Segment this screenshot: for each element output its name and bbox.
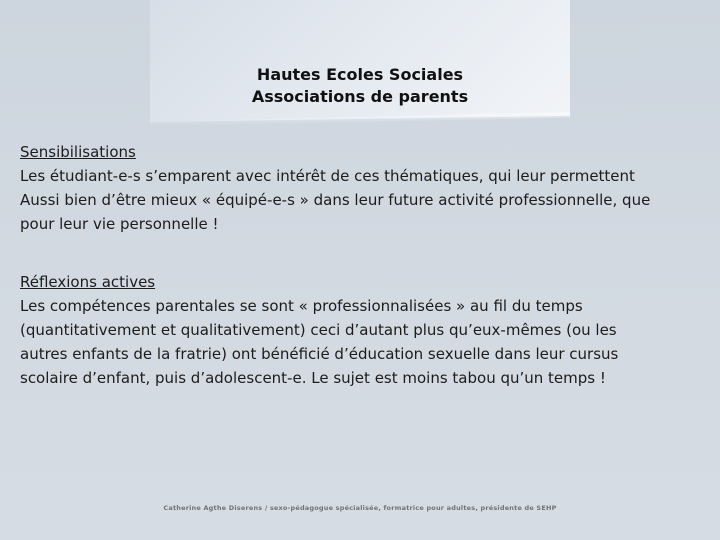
footer-credit: Catherine Agthe Diserens / sexo-pédagogue spécialisée, formatrice pour adultes, présidente de SEHP xyxy=(163,504,557,512)
section-heading: Réflexions actives xyxy=(20,273,156,291)
title-line-1: Hautes Ecoles Sociales xyxy=(256,65,464,84)
section-sensibilisations xyxy=(20,140,710,236)
slide-title xyxy=(150,64,570,108)
section-body: Les étudiant-e-s s’emparent avec intérêt de ces thématiques, qui leur permettent Aussi bien d’être mieux « équipé-e-s » dans leur future activité professionnelle, que pour leur vie personnelle ! xyxy=(20,167,651,233)
section-body: Les compétences parentales se sont « professionnalisées » au fil du temps (quantitativement et qualitativement) ceci d’autant plus qu’eux-mêmes (ou les autres enfants de la fratrie) ont bénéficié d’éducation sexuelle dans leur cursus scolaire d’enfant, puis d’adolescent-e. Le sujet est moins tabou qu’un temps ! xyxy=(20,297,619,387)
section-reflexions-actives xyxy=(20,270,710,390)
section-heading: Sensibilisations xyxy=(20,143,136,161)
title-line-2: Associations de parents xyxy=(251,87,469,106)
